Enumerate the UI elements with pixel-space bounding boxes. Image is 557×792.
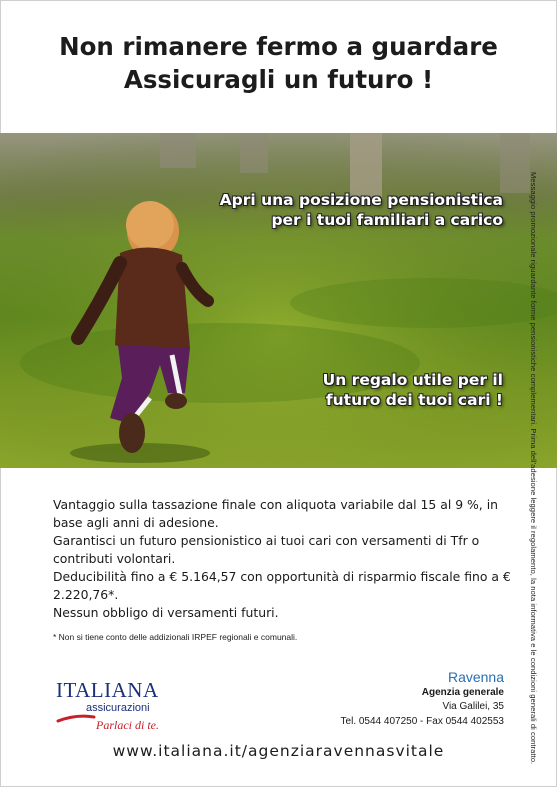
logo-subtitle: assicurazioni [86,702,150,714]
overlay-1-line-2: per i tuoi familiari a carico [271,211,503,229]
benefit-no-obligation: Nessun obbligo di versamenti futuri. [53,605,279,620]
benefit-tfr: Garantisci un futuro pensionistico ai tuoi cari con versamenti di Tfr o contributi volontari. [53,533,480,566]
overlay-text-1 [220,190,503,230]
agency-url[interactable]: www.italiana.it/agenziaravennasvitale [112,742,445,760]
headline [0,30,557,96]
benefit-deductibility: Deducibilità fino a € 5.164,57 con opportunità di risparmio fiscale fino a € 2.220,76*. [53,569,511,602]
logo-tagline: Parlaci di te. [96,718,159,732]
agency-phone: Tel. 0544 407250 - Fax 0544 402553 [340,716,504,727]
headline-line-1: Non rimanere fermo a guardare [59,32,498,61]
logo-swoosh-icon [56,714,96,724]
overlay-1-line-1: Apri una posizione pensionistica [219,191,503,209]
child-in-park-illustration [0,133,557,468]
italiana-logo [56,678,186,738]
headline-line-2: Assicuragli un futuro ! [123,65,434,94]
overlay-text-2 [323,370,503,410]
overlay-2-line-1: Un regalo utile per il [322,371,503,389]
agency-info [341,668,504,728]
legal-side-note: Messaggio promozionale riguardante forme pensionistiche complementari. Prima dell'adesione leggere il regolamento, la nota informativa e le condizioni generali di contratto. [529,172,538,765]
benefit-taxation: Vantaggio sulla tassazione finale con aliquota variabile dal 15 al 9 %, in base agli anni di adesione. [53,497,498,530]
hero-photo [0,133,557,468]
footnote: * Non si tiene conto delle addizionali IRPEF regionali e comunali. [53,632,298,642]
logo-wordmark: ITALIANA [56,678,159,702]
agency-address: Via Galilei, 35 [442,701,504,712]
agency-city: Ravenna [447,669,504,685]
overlay-2-line-2: futuro dei tuoi cari ! [325,391,503,409]
benefits-text [53,496,523,622]
agency-type: Agenzia generale [421,687,504,698]
